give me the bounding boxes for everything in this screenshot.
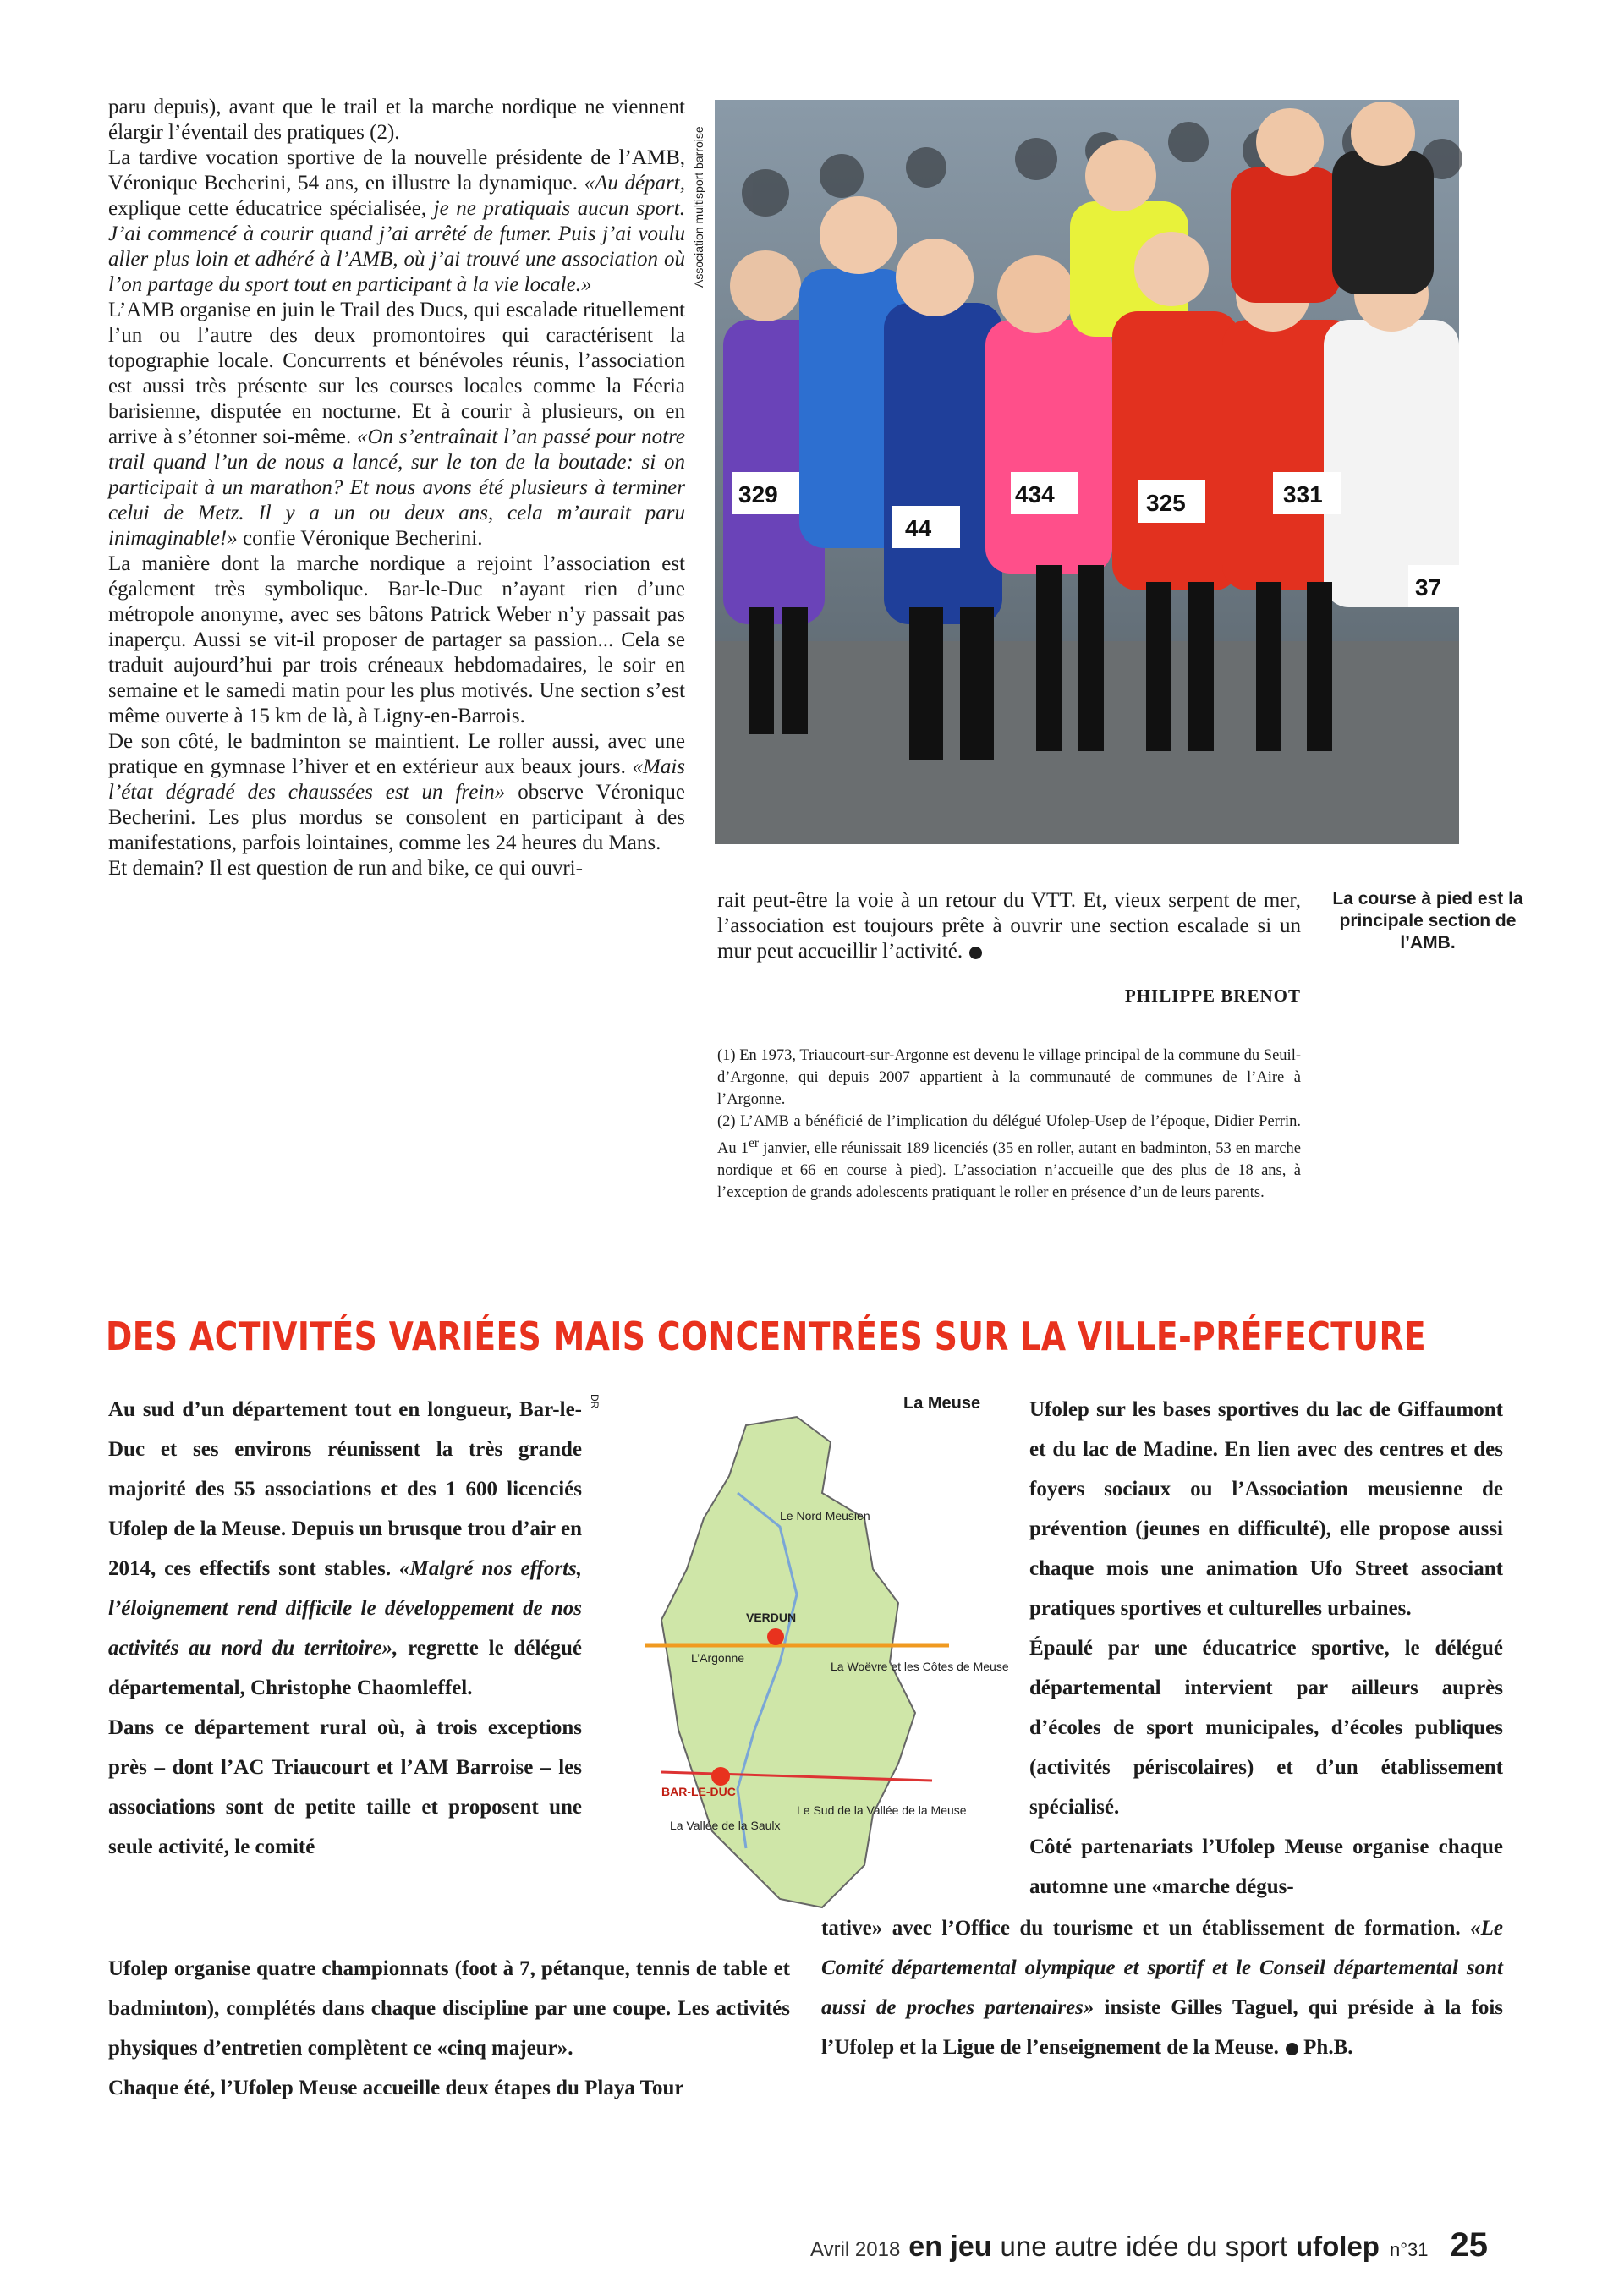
paragraph: tative» avec l’Office du tourisme et un établissement de formation. «Le Comité départemental olympique et sportif et le Conseil départemental sont aussi de proches partenaires» insiste Gilles Taguel, qui préside à la fois l’Ufolep et la Ligue de l’enseignement de la Meuse. Ph.B. [821, 1917, 1503, 2059]
paragraph: L’AMB organise en juin le Trail des Ducs, qui escalade rituellement l’un ou l’autre des deux promontoires qui caractérisent la topographie locale. Concurrents et bénévoles réunis, l’association est aussi très présente sur les courses locales comme la Féeria barisienne, disputée en nocturne. Et à courir à plusieurs, on en arrive à s’étonner soi-même. «On s’entraînait l’an passé pour notre trail quand l’un de nous a lancé, sur le ton de la boutade: si on participait à un marathon? Et nous avons été plusieurs à terminer celui de Metz. Il y a un ou deux ans, cela m’aurait paru inimaginable!» confie Véronique Becherini. [108, 299, 685, 550]
byline: PHILIPPE BRENOT [1124, 985, 1301, 1006]
paragraph: Au sud d’un département tout en longueur, Bar-le-Duc et ses environs réunissent la très grande majorité des 55 associations et des 1 600 licenciés Ufolep de la Meuse. Depuis un brusque trou d’air en 2014, ces effectifs sont stables. «Malgré nos efforts, l’éloignement rend difficile le développement de nos activités au nord du territoire», regrette le délégué départemental, Christophe Chaomleffel. [108, 1398, 583, 1699]
photo-credit: Association multisport barroise [692, 126, 705, 288]
city-label: VERDUN [746, 1611, 797, 1624]
paragraph: Et demain? Il est question de run and bike, ce qui ouvri- [108, 857, 583, 880]
paragraph: Chaque été, l’Ufolep Meuse accueille deux étapes du Playa Tour [108, 2077, 684, 2099]
page-number: 25 [1450, 2226, 1488, 2264]
bib-number: 325 [1146, 490, 1186, 516]
article-column-right [717, 888, 1301, 964]
magazine-name: en jeu [908, 2231, 992, 2263]
footnote: (2) L’AMB a bénéficié de l’implication du délégué Ufolep-Usep de l’époque, Didier Perrin. Au 1er janvier, elle réunissait 189 licenciés (35 en roller, autant en badminton, 53 en marche nordique et 66 en course à pied). L’association n’accueille que des plus de 18 ans, à l’exception de grands adolescents pratiquant le roller en présence d’un de leurs parents. [717, 1113, 1301, 1202]
photo-caption: La course à pied est la principale section de l’AMB. [1332, 889, 1523, 952]
paragraph: De son côté, le badminton se maintient. Le roller aussi, avec une pratique en gymnase l’hiver et en extérieur aux beaux jours. «Mais l’état dégradé des chaussées est un frein» observe Véronique Becherini. Les plus mordus se consolent en participant à des manifestations, parfois lointaines, comme les 24 heures du Mans. [108, 730, 686, 854]
end-bullet [969, 947, 982, 959]
region-label: Le Nord Meusien [780, 1509, 870, 1523]
sidebar-column-right [1029, 1390, 1503, 1907]
region-label: L’Argonne [691, 1651, 745, 1665]
footnote: (1) En 1973, Triaucourt-sur-Argonne est devenu le village principal de la commune du Seuil-d’Argonne, qui depuis 2007 appartient à la communauté de communes de l’Aire à l’Argonne. [717, 1047, 1301, 1108]
region-label: La Vallée de la Saulx [670, 1819, 781, 1832]
paragraph: Côté partenariats l’Ufolep Meuse organise chaque automne une «marche dégus- [1029, 1836, 1503, 1898]
paragraph: La tardive vocation sportive de la nouvelle présidente de l’AMB, Véronique Becherini, 54 ans, en illustre la dynamique. «Au départ, explique cette éducatrice spécialisée, je ne pratiquais aucun sport. J’ai commencé à courir quand j’ai arrêté de fumer. Puis j’ai voulu aller plus loin et adhéré à l’AMB, où j’ai trouvé une association où l’on partage du sport tout en participant à la vie locale.» [108, 146, 685, 296]
footnotes [717, 1045, 1301, 1204]
article-column-left [108, 95, 685, 881]
paragraph: Épaulé par une éducatrice sportive, le délégué départemental intervient par ailleurs auprès d’écoles de sport municipales, d’écoles publiques (activités périscolaires) et d’un établissement spécialisé. [1029, 1637, 1503, 1819]
bib-number: 331 [1283, 481, 1323, 508]
issue-number: n°31 [1389, 2239, 1429, 2260]
paragraph: Ufolep sur les bases sportives du lac de Giffaumont et du lac de Madine. En lien avec des centres et des foyers sociaux ou l’Association meusienne de prévention (jeunes en difficulté), elle propose aussi chaque mois une animation Ufo Street associant pratiques sportives et culturelles urbaines. [1029, 1398, 1503, 1620]
runners-group-photo [715, 100, 1459, 844]
sidebar-column-right-wide [821, 1908, 1503, 2067]
paragraph: La manière dont la marche nordique a rejoint l’association est également très symbolique. Bar-le-Duc n’ayant rien d’une métropole anonyme, avec ses bâtons Patrick Weber n’y passait pas inaperçu. Aussi se vit-il proposer de partager sa passion... Cela se traduit aujourd’hui par trois créneaux hebdomadaires, le soir en semaine et le samedi matin pour les plus motivés. Une section s’est même ouverte à 15 km de là, à Ligny-en-Barrois. [108, 552, 685, 727]
section-headline: DES ACTIVITÉS VARIÉES MAIS CONCENTRÉES SUR LA VILLE-PRÉFECTURE [106, 1314, 1427, 1359]
end-bullet [1286, 2043, 1298, 2055]
magazine-slogan: une autre idée du sport [1000, 2231, 1287, 2262]
bib-number: 434 [1015, 481, 1055, 508]
city-label: BAR-LE-DUC [661, 1785, 736, 1798]
sidebar-column-left [108, 1390, 582, 1867]
bib-number: 37 [1415, 574, 1442, 601]
region-label: Le Sud de la Vallée de la Meuse [797, 1803, 967, 1817]
page-footer [810, 2226, 1504, 2269]
map-label: La Meuse [903, 1394, 981, 1413]
photo-illustration [715, 100, 1459, 844]
paragraph: Dans ce département rural où, à trois exceptions près – dont l’AC Triaucourt et l’AM Barroise – les associations sont de petite taille et proposent une seule activité, le comité [108, 1716, 582, 1858]
region-label: La Woëvre et les Côtes de Meuse [831, 1660, 1009, 1673]
map-credit: DR [589, 1394, 601, 1409]
map-illustration [611, 1391, 1009, 1933]
paragraph: paru depuis), avant que le trail et la marche nordique ne viennent élargir l’éventail des pratiques (2). [108, 96, 685, 144]
bib-number: 329 [738, 481, 778, 508]
brand-name: ufolep [1295, 2231, 1380, 2262]
sidebar-column-left-wide [108, 1949, 790, 2108]
paragraph: Ufolep organise quatre championnats (foot à 7, pétanque, tennis de table et badminton), complétés dans chaque discipline par une coupe. Les activités physiques d’entretien complètent ce «cinq majeur». [108, 1957, 790, 2060]
bib-number: 44 [905, 515, 932, 541]
paragraph: rait peut-être la voie à un retour du VTT. Et, vieux serpent de mer, l’association est toujours prête à ouvrir une section escalade si un mur peut accueillir l’activité. [717, 889, 1301, 963]
meuse-map [611, 1391, 1009, 1933]
issue-date: Avril 2018 [810, 2238, 901, 2261]
